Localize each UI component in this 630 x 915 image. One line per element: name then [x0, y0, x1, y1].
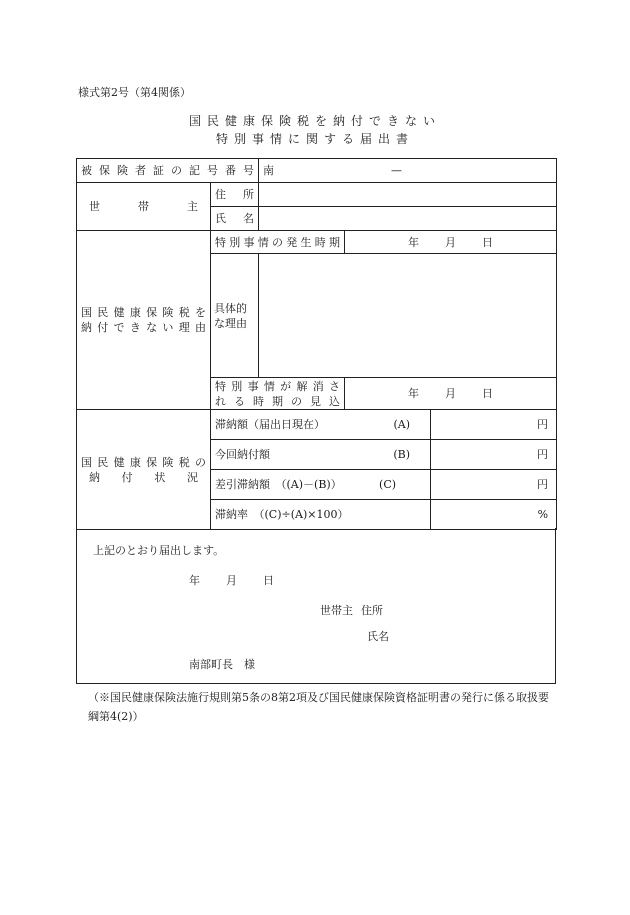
payment-row-net-arrears — [211, 470, 431, 500]
occurrence-year: 年 — [408, 235, 420, 249]
declaration-year: 年 — [189, 574, 200, 587]
resolution-time-label — [211, 378, 345, 410]
declaration-day: 日 — [263, 574, 274, 587]
resolution-month: 月 — [445, 387, 457, 400]
resolution-label-line2: れる時期の見込 — [215, 394, 341, 408]
form-title-line1: 国民健康保険税を納付できない — [188, 114, 441, 128]
declaration-householder-label: 世帯主 — [320, 604, 353, 617]
insured-number-prefix: 南 — [263, 164, 275, 177]
declaration-month: 月 — [226, 574, 237, 587]
payment-row-code: (B) — [393, 448, 411, 461]
householder-address-field[interactable] — [259, 183, 557, 207]
reason-label-line2: 納付できない理由 — [81, 321, 206, 334]
declaration-box — [76, 528, 556, 684]
specific-reason-label-line2: な理由 — [214, 316, 247, 330]
householder-address-label: 住 所 — [211, 183, 259, 207]
specific-reason-label-line1: 具体的 — [214, 301, 247, 315]
householder-name-field[interactable] — [259, 207, 557, 231]
payment-row-label: 差引滞納額 （(A)－(B)） — [215, 478, 342, 491]
specific-reason-field[interactable] — [259, 254, 557, 378]
occurrence-date-field[interactable] — [345, 231, 557, 254]
payment-unit: 円 — [537, 448, 549, 461]
payment-label-line1: 国民健康保険税の — [81, 455, 206, 469]
payment-amount-arrears-field[interactable] — [431, 410, 557, 440]
payment-row-code: (A) — [393, 418, 411, 431]
payment-row-label: 滞納率 （(C)÷(A)×100） — [215, 508, 349, 521]
payment-unit: % — [537, 508, 549, 521]
resolution-year: 年 — [408, 387, 420, 400]
payment-row-label: 今回納付額 — [215, 448, 270, 461]
occurrence-month: 月 — [445, 235, 457, 249]
legal-basis-footnote: （※国民健康保険法施行規則第5条の8第2項及び国民健康保険資格証明書の発行に係る取扱要綱第4(2)） — [88, 691, 549, 723]
insured-number-field[interactable] — [259, 159, 557, 183]
payment-row-label: 滞納額（届出日現在） — [215, 418, 325, 431]
specific-reason-label — [211, 254, 259, 378]
payment-amount-net-field[interactable] — [431, 470, 557, 500]
declaration-address-label: 住所 — [361, 604, 383, 617]
declaration-date[interactable] — [189, 572, 274, 588]
declaration-statement: 上記のとおり届出します。 — [93, 544, 225, 557]
householder-label: 世 帯 主 — [77, 183, 211, 231]
declaration-addressee: 南部町長 様 — [189, 658, 255, 671]
payment-row-code: (C) — [379, 478, 397, 491]
payment-amount-current-field[interactable] — [431, 440, 557, 470]
payment-unit: 円 — [537, 418, 549, 431]
declaration-name-label[interactable]: 氏名 — [367, 630, 389, 643]
declaration-householder-address[interactable] — [320, 602, 383, 618]
payment-unit: 円 — [537, 478, 549, 491]
insured-number-dash: — — [391, 164, 403, 177]
reason-label-line1: 国民健康保険税を — [81, 306, 206, 319]
payment-label-line2: 納付状況 — [89, 470, 198, 484]
resolution-label-line1: 特別事情が解消さ — [215, 379, 341, 393]
form-number: 様式第2号（第4関係） — [78, 86, 191, 99]
payment-row-current-payment — [211, 440, 431, 470]
reason-section-label — [77, 231, 211, 410]
payment-status-label — [77, 410, 211, 530]
notification-form-table — [76, 158, 557, 530]
insured-number-label: 被保険者証の記号番号 — [77, 159, 259, 183]
payment-row-arrears-rate — [211, 500, 431, 530]
occurrence-day: 日 — [482, 235, 494, 249]
payment-row-arrears — [211, 410, 431, 440]
payment-rate-field[interactable] — [431, 500, 557, 530]
form-title-line2: 特別事情に関する届出書 — [215, 132, 414, 146]
resolution-day: 日 — [482, 387, 494, 400]
householder-name-label: 氏 名 — [211, 207, 259, 231]
occurrence-time-label: 特別事情の発生時期 — [211, 231, 345, 254]
resolution-date-field[interactable] — [345, 378, 557, 410]
